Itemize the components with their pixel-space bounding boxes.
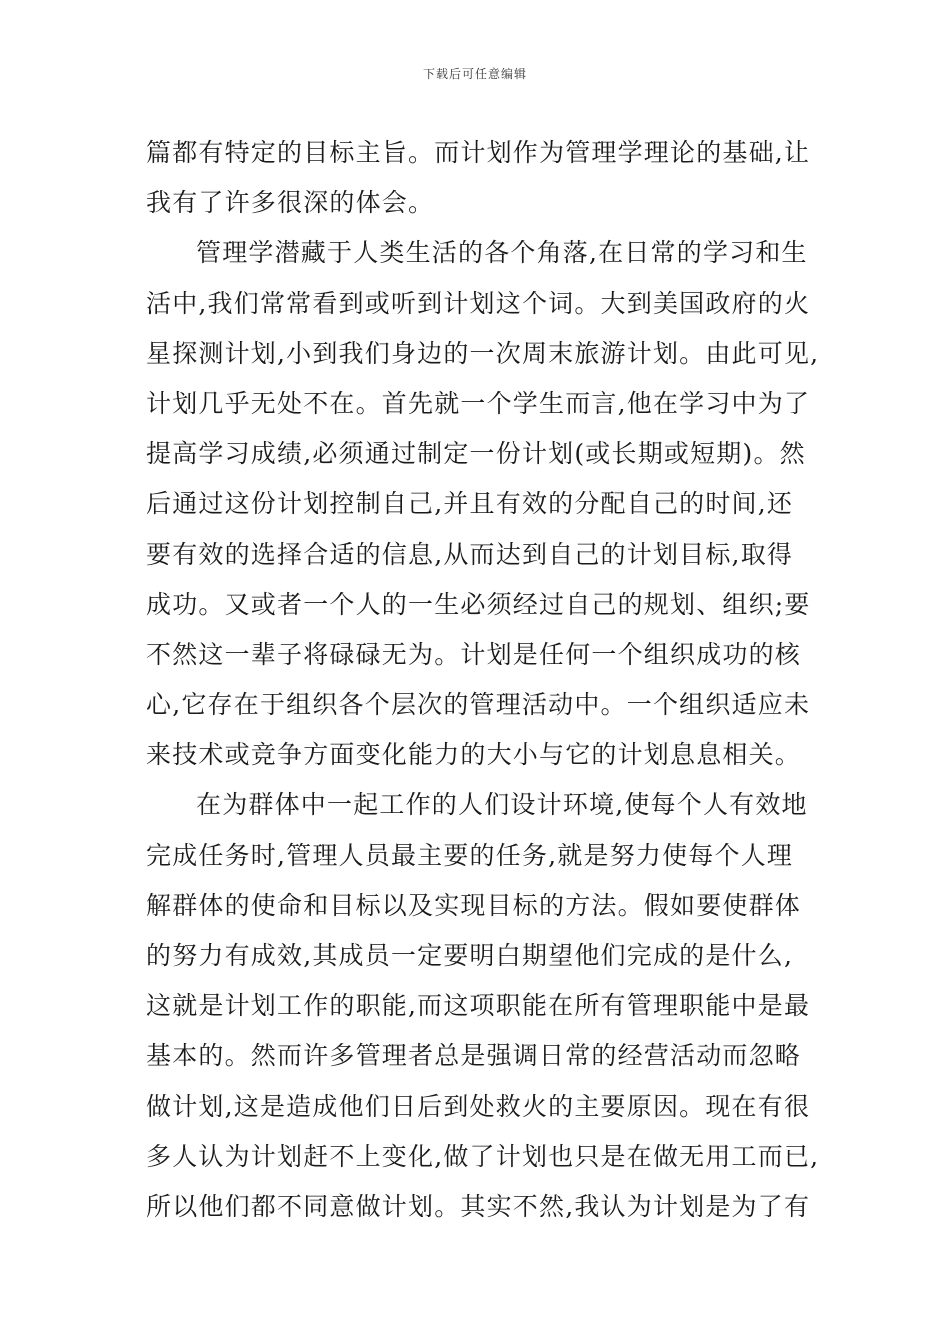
text-line: 多人认为计划赶不上变化,做了计划也只是在做无用工而已, bbox=[146, 1141, 820, 1171]
text-line: 完成任务时,管理人员最主要的任务,就是努力使每个人理 bbox=[146, 840, 794, 870]
text-line: 心,它存在于组织各个层次的管理活动中。一个组织适应未 bbox=[146, 690, 811, 720]
text-line: 成功。又或者一个人的一生必须经过自己的规划、组织;要 bbox=[146, 589, 811, 619]
document-body bbox=[146, 128, 820, 1232]
text-line: 提高学习成绩,必须通过制定一份计划(或长期或短期)。然 bbox=[146, 439, 806, 469]
text-line: 后通过这份计划控制自己,并且有效的分配自己的时间,还 bbox=[146, 489, 794, 519]
text-line: 基本的。然而许多管理者总是强调日常的经营活动而忽略 bbox=[146, 1041, 802, 1071]
text-line: 来技术或竞争方面变化能力的大小与它的计划息息相关。 bbox=[146, 740, 802, 770]
page-header: 下载后可任意编辑 bbox=[422, 67, 527, 81]
text-line: 活中,我们常常看到或听到计划这个词。大到美国政府的火 bbox=[146, 288, 811, 318]
paragraph-start-line: 管理学潜藏于人类生活的各个角落,在日常的学习和生 bbox=[196, 238, 808, 268]
text-line: 我有了许多很深的体会。 bbox=[146, 188, 435, 218]
paragraph-start-line: 在为群体中一起工作的人们设计环境,使每个人有效地 bbox=[196, 790, 808, 820]
text-line: 所以他们都不同意做计划。其实不然,我认为计划是为了有 bbox=[146, 1191, 811, 1221]
text-line: 解群体的使命和目标以及实现目标的方法。假如要使群体 bbox=[146, 890, 802, 920]
text-line: 要有效的选择合适的信息,从而达到自己的计划目标,取得 bbox=[146, 539, 794, 569]
text-line: 这就是计划工作的职能,而这项职能在所有管理职能中是最 bbox=[146, 991, 811, 1021]
text-line: 的努力有成效,其成员一定要明白期望他们完成的是什么, bbox=[146, 941, 794, 970]
text-line: 不然这一辈子将碌碌无为。计划是任何一个组织成功的核 bbox=[146, 639, 802, 669]
text-line: 篇都有特定的目标主旨。而计划作为管理学理论的基础,让 bbox=[146, 138, 811, 167]
text-line: 星探测计划,小到我们身边的一次周末旅游计划。由此可见, bbox=[146, 338, 820, 368]
text-line: 做计划,这是造成他们日后到处救火的主要原因。现在有很 bbox=[146, 1091, 811, 1121]
text-line: 计划几乎无处不在。首先就一个学生而言,他在学习中为了 bbox=[146, 388, 811, 418]
